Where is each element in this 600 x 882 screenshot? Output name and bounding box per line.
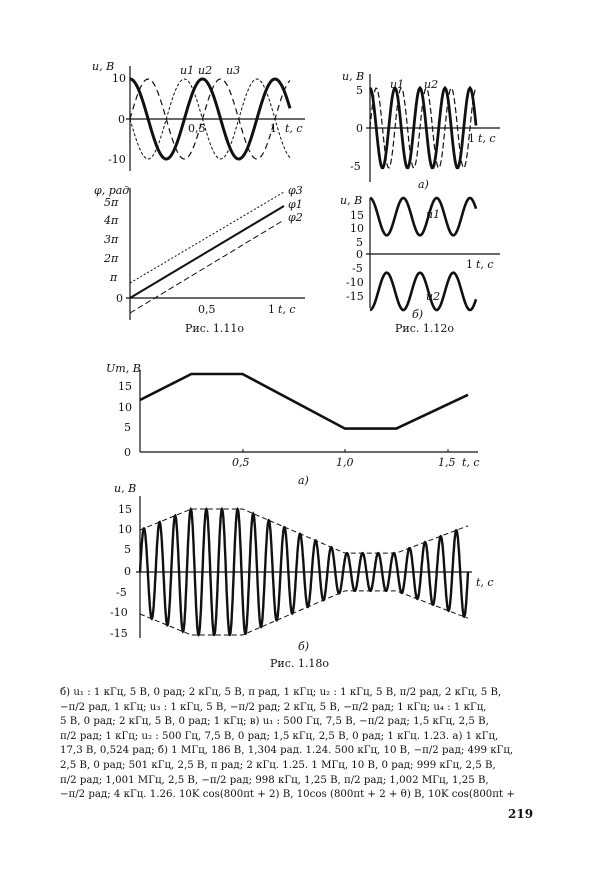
curve-label-u2: u2	[426, 290, 441, 303]
x-tick-label: 1	[268, 303, 275, 316]
fig-1-18a	[100, 356, 500, 486]
x-axis-label: t, с	[476, 576, 494, 589]
fig-1-11-bottom	[90, 180, 320, 325]
y-axis-label: Um, В	[106, 362, 141, 375]
y-tick-label: -15	[346, 290, 364, 303]
y-tick-label: 0	[124, 446, 131, 459]
x-axis-label: t, с	[462, 456, 480, 469]
y-tick-label: 5	[356, 84, 363, 97]
y-tick-label: 0	[116, 292, 123, 305]
y-tick-label: 15	[118, 503, 132, 516]
y-tick-label: 10	[118, 401, 132, 414]
curve-u1	[370, 198, 476, 235]
answer-line: π/2 рад; 1,001 МГц, 2,5 В, −π/2 рад; 998 кГц, 1,25 В, π/2 рад; 1,002 МГц, 1,25 В,	[60, 774, 489, 786]
y-tick-label: 10	[350, 222, 364, 235]
y-tick-label: 15	[350, 209, 364, 222]
curve-label-u1: u1	[180, 64, 195, 77]
fig-1-18-caption: Рис. 1.18о	[270, 657, 330, 670]
y-tick-label: 4π	[104, 214, 119, 227]
answer-line: 2,5 В, 0 рад; 501 кГц, 2,5 В, π рад; 2 кГц. 1.25. 1 МГц, 10 В, 0 рад; 999 кГц, 2,5 В,	[60, 759, 496, 771]
y-tick-label: -10	[346, 276, 364, 289]
y-axis-label: u, В	[92, 60, 115, 73]
y-tick-label: 2π	[104, 252, 119, 265]
y-tick-label: 15	[118, 380, 132, 393]
curve-label-u1: u1	[390, 78, 405, 91]
x-tick-label: 0,5	[198, 303, 216, 316]
x-tick-label: 1	[270, 122, 277, 135]
y-tick-label: 0	[118, 113, 125, 126]
y-tick-label: -5	[350, 160, 361, 173]
x-axis-label: t, с	[278, 303, 296, 316]
fig-1-12b	[340, 190, 510, 322]
line-phi3	[130, 192, 284, 283]
x-tick-label: 1,5	[438, 456, 456, 469]
fig-1-11-caption: Рис. 1.11о	[185, 322, 245, 335]
x-tick-label: 1,0	[336, 456, 354, 469]
curve-u2	[370, 273, 476, 310]
curve-label-phi2: φ2	[288, 211, 303, 224]
x-tick-label: 0,5	[188, 122, 206, 135]
y-tick-label: π	[110, 271, 118, 284]
y-tick-label: 0	[124, 565, 131, 578]
y-tick-label: -5	[352, 262, 363, 275]
y-axis-label: u, В	[340, 194, 363, 207]
fig-1-11-top	[90, 56, 320, 176]
answer-line: 5 В, 0 рад; 2 кГц, 5 В, 0 рад; 1 кГц; в) u₁ : 500 Гц, 7,5 В, −π/2 рад; 1,5 кГц, 2,5 В,	[60, 716, 489, 728]
answer-line: б) u₁ : 1 кГц, 5 В, 0 рад; 2 кГц, 5 В, π рад, 1 кГц; u₂ : 1 кГц, 5 В, π/2 рад, 2 кГц, 5 В,	[60, 687, 502, 698]
y-tick-label: 10	[118, 523, 132, 536]
x-tick-label: 1	[466, 258, 473, 271]
panel-label-a: а)	[418, 178, 429, 191]
line-phi1	[130, 206, 284, 298]
y-axis-label: u, В	[342, 70, 365, 83]
line-phi2	[130, 220, 284, 313]
y-tick-label: 5	[124, 543, 131, 556]
answer-line: π/2 рад; 1 кГц; u₂ : 500 Гц, 7,5 В, 0 рад; 1,5 кГц, 2,5 В, 0 рад; 1 кГц. 1.23. а) 1 кГц,	[60, 730, 499, 742]
fig-1-12-caption: Рис. 1.12о	[395, 322, 455, 335]
x-tick-label: 0,5	[232, 456, 250, 469]
y-tick-label: 5	[124, 421, 131, 434]
fig-1-12a	[340, 62, 510, 192]
panel-label-b: б)	[412, 308, 424, 321]
curve-label-u1: u1	[426, 208, 441, 221]
y-tick-label: 5π	[104, 196, 119, 209]
fig-1-18b	[100, 478, 500, 653]
answer-line: −π/2 рад, 1 кГц; u₃ : 1 кГц, 5 В, −π/2 рад; 2 кГц, 5 В, −π/2 рад; 1 кГц; u₄ : 1 кГц,	[60, 701, 487, 713]
curve-label-u2: u2	[198, 64, 213, 77]
answer-line: −π/2 рад; 4 кГц. 1.26. 10K cos(800πt + 2) В, 10cos (800πt + 2 + θ) В, 10K cos(800πt +	[60, 789, 515, 801]
x-axis-label: t, с	[285, 122, 303, 135]
curve-label-u2: u2	[424, 78, 439, 91]
y-axis-label: φ, рад	[94, 184, 130, 197]
y-tick-label: 0	[356, 248, 363, 261]
y-tick-label: 0	[356, 122, 363, 135]
x-axis-label: t, с	[478, 132, 496, 145]
y-tick-label: -10	[110, 606, 128, 619]
panel-label-a: а)	[298, 474, 309, 487]
y-tick-label: -5	[116, 586, 127, 599]
y-tick-label: -10	[108, 153, 126, 166]
x-axis-label: t, с	[476, 258, 494, 271]
y-tick-label: 10	[112, 72, 126, 85]
y-tick-label: -15	[110, 627, 128, 640]
page-number: 219	[508, 807, 534, 821]
curve-label-phi3: φ3	[288, 184, 303, 197]
envelope-line	[140, 374, 468, 429]
y-tick-label: 5	[356, 236, 363, 249]
y-tick-label: 3π	[104, 233, 119, 246]
answer-line: 17,3 В, 0,524 рад; б) 1 МГц, 186 В, 1,304 рад. 1.24. 500 кГц, 10 В, −π/2 рад; 499 кГц,	[60, 745, 514, 757]
x-tick-label: 1	[468, 132, 475, 145]
answers-text	[60, 686, 540, 803]
y-axis-label: u, В	[114, 482, 137, 495]
curve-label-phi1: φ1	[288, 198, 303, 211]
curve-label-u3: u3	[226, 64, 241, 77]
panel-label-b: б)	[298, 640, 310, 653]
